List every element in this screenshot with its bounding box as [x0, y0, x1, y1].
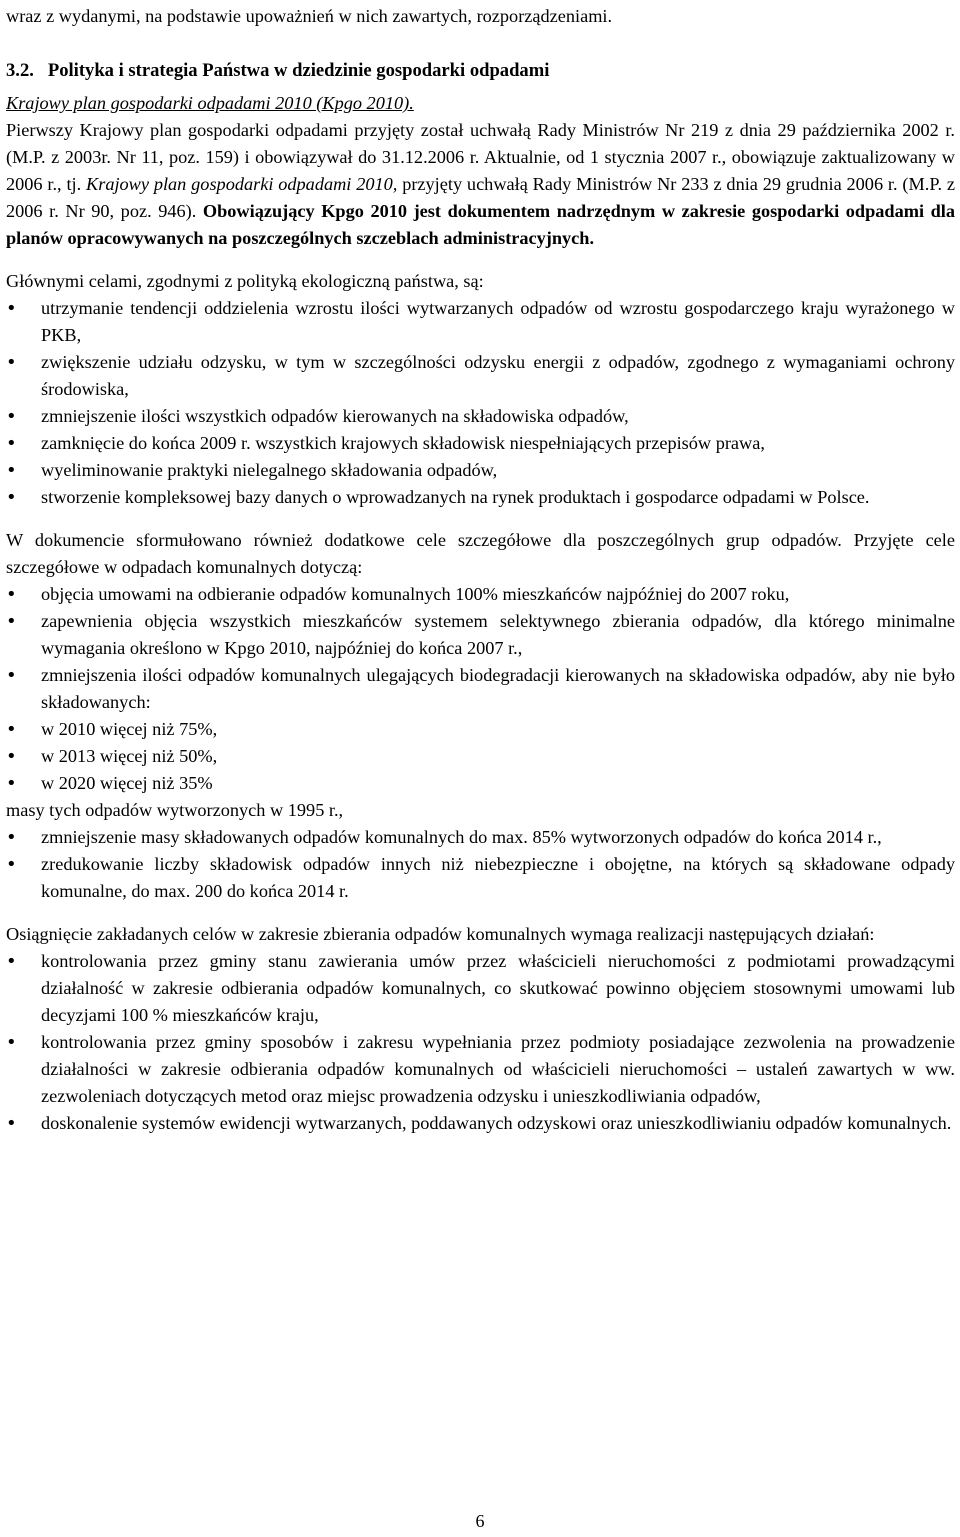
actions-list — [6, 948, 955, 1137]
section-heading — [6, 57, 955, 84]
goals-intro: Głównymi celami, zgodnymi z polityką ekologiczną państwa, są: — [6, 271, 484, 291]
list-item: • objęcia umowami na odbieranie odpadów komunalnych 100% mieszkańców najpóźniej do 2007 roku, — [6, 581, 955, 608]
list-item: • w 2010 więcej niż 75%, — [6, 716, 955, 743]
list-item: • w 2020 więcej niż 35% — [6, 770, 955, 797]
paragraph-kpgo-bold: Obowiązujący Kpgo 2010 jest dokumentem nadrzędnym w zakresie gospodarki odpadami dla planów opracowywanych na poszczególnych szczeblach administracyjnych. — [6, 201, 955, 248]
actions-intro: Osiągnięcie zakładanych celów w zakresie zbierania odpadów komunalnych wymaga realizacji następujących działań: — [6, 924, 875, 944]
list-item: • wyeliminowanie praktyki nielegalnego składowania odpadów, — [6, 457, 955, 484]
list-item: • kontrolowania przez gminy sposobów i zakresu wypełniania przez podmioty posiadające zezwolenia na prowadzenie działalności w zakresie odbierania odpadów komunalnych od właścicieli nieruchomości – ustaleń zawartych w ww. zezwoleniach dotyczących metod oraz miejsc prowadzenia odzysku i unieszkodliwiania odpadów, — [6, 1029, 955, 1110]
document-page — [6, 0, 955, 1137]
intro-line: wraz z wydanymi, na podstawie upoważnień w nich zawartych, rozporządzeniami. — [6, 6, 613, 26]
detailed-list-b — [6, 824, 955, 905]
list-item: • w 2013 więcej niż 50%, — [6, 743, 955, 770]
list-item: • stworzenie kompleksowej bazy danych o wprowadzanych na rynek produktach i gospodarce odpadami w Polsce. — [6, 484, 955, 511]
paragraph-kpgo — [6, 117, 955, 252]
subheading: Krajowy plan gospodarki odpadami 2010 (Kpgo 2010). — [6, 93, 414, 113]
list-item: • zwiększenie udziału odzysku, w tym w szczególności odzysku energii z odpadów, zgodnego z wymaganiami ochrony środowiska, — [6, 349, 955, 403]
list-item: • doskonalenie systemów ewidencji wytwarzanych, poddawanych odzyskowi oraz unieszkodliwianiu odpadów komunalnych. — [6, 1110, 955, 1137]
paragraph-kpgo-text-a: Pierwszy Krajowy plan gospodarki odpadami przyjęty został uchwałą Rady Ministrów Nr 219 z dnia 29 października 2002 r. (M.P. z 2003r. Nr 11, poz. 159) i obowiązywał do 31.12.2006 r. Aktualnie, od 1 stycznia 2007 r., obowiązuje zaktualizowany w 2006 r., tj. — [6, 120, 955, 194]
page-number: 6 — [475, 1511, 485, 1531]
section-number: 3.2. — [6, 60, 34, 81]
list-item: • zmniejszenie ilości wszystkich odpadów kierowanych na składowiska odpadów, — [6, 403, 955, 430]
list-item: • utrzymanie tendencji oddzielenia wzrostu ilości wytwarzanych odpadów od wzrostu gospodarczego kraju wyrażonego w PKB, — [6, 295, 955, 349]
section-title: Polityka i strategia Państwa w dziedzinie gospodarki odpadami — [47, 60, 550, 81]
paragraph-kpgo-italic: Krajowy plan gospodarki odpadami 2010, — [86, 174, 398, 194]
list-item: • kontrolowania przez gminy stanu zawierania umów przez właścicieli nieruchomości z podmiotami prowadzącymi działalność w zakresie odbierania odpadów komunalnych, co skutkować powinno objęciem stosownymi umowami lub decyzjami 100 % mieszkańców kraju, — [6, 948, 955, 1029]
goals-list — [6, 295, 955, 511]
list-item: • zamknięcie do końca 2009 r. wszystkich krajowych składowisk niespełniających przepisów prawa, — [6, 430, 955, 457]
list-item: • zredukowanie liczby składowisk odpadów innych niż niebezpieczne i obojętne, na których są składowane odpady komunalne, do max. 200 do końca 2014 r. — [6, 851, 955, 905]
detailed-intro: W dokumencie sformułowano również dodatkowe cele szczegółowe dla poszczególnych grup odpadów. Przyjęte cele szczegółowe w odpadach komunalnych dotyczą: — [6, 530, 955, 577]
list-item: • zapewnienia objęcia wszystkich mieszkańców systemem selektywnego zbierania odpadów, dla którego minimalne wymagania określono w Kpgo 2010, najpóźniej do końca 2007 r., — [6, 608, 955, 662]
paragraph-kpgo-text-b: przyjęty uchwałą Rady Ministrów Nr 233 z dnia 29 grudnia 2006 r. (M.P. z 2006 r. Nr 90, poz. 946). — [6, 174, 955, 221]
list-item: • zmniejszenia ilości odpadów komunalnych ulegających biodegradacji kierowanych na składowiska odpadów, aby nie było składowanych: — [6, 662, 955, 716]
masses-line: masy tych odpadów wytworzonych w 1995 r., — [6, 800, 344, 820]
detailed-list-a — [6, 581, 955, 797]
list-item: • zmniejszenie masy składowanych odpadów komunalnych do max. 85% wytworzonych odpadów do końca 2014 r., — [6, 824, 955, 851]
